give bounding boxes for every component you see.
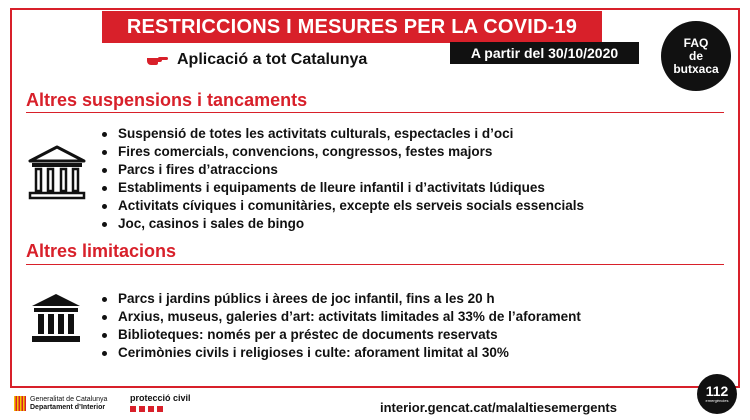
faq-badge[interactable] — [661, 21, 731, 91]
page-title: RESTRICCIONS I MESURES PER LA COVID-19 — [102, 11, 602, 43]
list-item: Establiments i equipaments de lleure infantil i d’activitats lúdiques — [100, 179, 584, 197]
emergency-112-badge — [697, 374, 737, 414]
list-item: Suspensió de totes les activitats culturals, espectacles i d’oci — [100, 125, 584, 143]
limitations-list — [100, 290, 581, 362]
museum-icon — [30, 292, 82, 344]
proteccio-civil-marks-icon — [130, 406, 191, 412]
list-item: Cerimònies civils i religioses i culte: aforament limitat al 30% — [100, 344, 581, 362]
section-title-suspensions: Altres suspensions i tancaments — [26, 90, 308, 110]
department-name: Departament d’Interior — [30, 404, 106, 411]
list-item: Fires comercials, convencions, congressos, festes majors — [100, 143, 584, 161]
generalitat-text — [30, 396, 107, 412]
footer — [0, 388, 750, 420]
faq-line2: de — [688, 48, 703, 63]
suspensions-list — [100, 125, 584, 233]
faq-line3: butxaca — [673, 61, 719, 76]
faq-line1: FAQ — [683, 35, 709, 50]
list-item: Biblioteques: només per a préstec de documents reservats — [100, 326, 581, 344]
date-banner: A partir del 30/10/2020 — [450, 42, 639, 64]
list-item: Parcs i fires d’atraccions — [100, 161, 584, 179]
list-item: Arxius, museus, galeries d’art: activitats limitades al 33% de l’aforament — [100, 308, 581, 326]
section-title-limitations: Altres limitacions — [26, 241, 177, 261]
list-item: Activitats cíviques i comunitàries, excepte els serveis socials essencials — [100, 197, 584, 215]
emergency-number: 112 — [705, 383, 729, 399]
website-link[interactable]: interior.gencat.cat/malaltiesemergents — [380, 400, 617, 415]
list-item: Parcs i jardins públics i àrees de joc infantil, fins a les 20 h — [100, 290, 581, 308]
proteccio-civil-logo — [130, 393, 191, 412]
pointing-hand-icon — [145, 51, 169, 69]
scope-label — [145, 48, 367, 72]
proteccio-civil-text: protecció civil — [130, 393, 191, 403]
classical-building-icon — [28, 145, 86, 201]
section-divider — [26, 264, 724, 265]
section-divider — [26, 112, 724, 113]
list-item: Joc, casinos i sales de bingo — [100, 215, 584, 233]
emergency-sub: emergències — [705, 398, 729, 403]
generalitat-name: Generalitat de Catalunya — [30, 396, 108, 403]
scope-text: Aplicació a tot Catalunya — [177, 51, 368, 68]
generalitat-logo-icon — [14, 396, 26, 411]
